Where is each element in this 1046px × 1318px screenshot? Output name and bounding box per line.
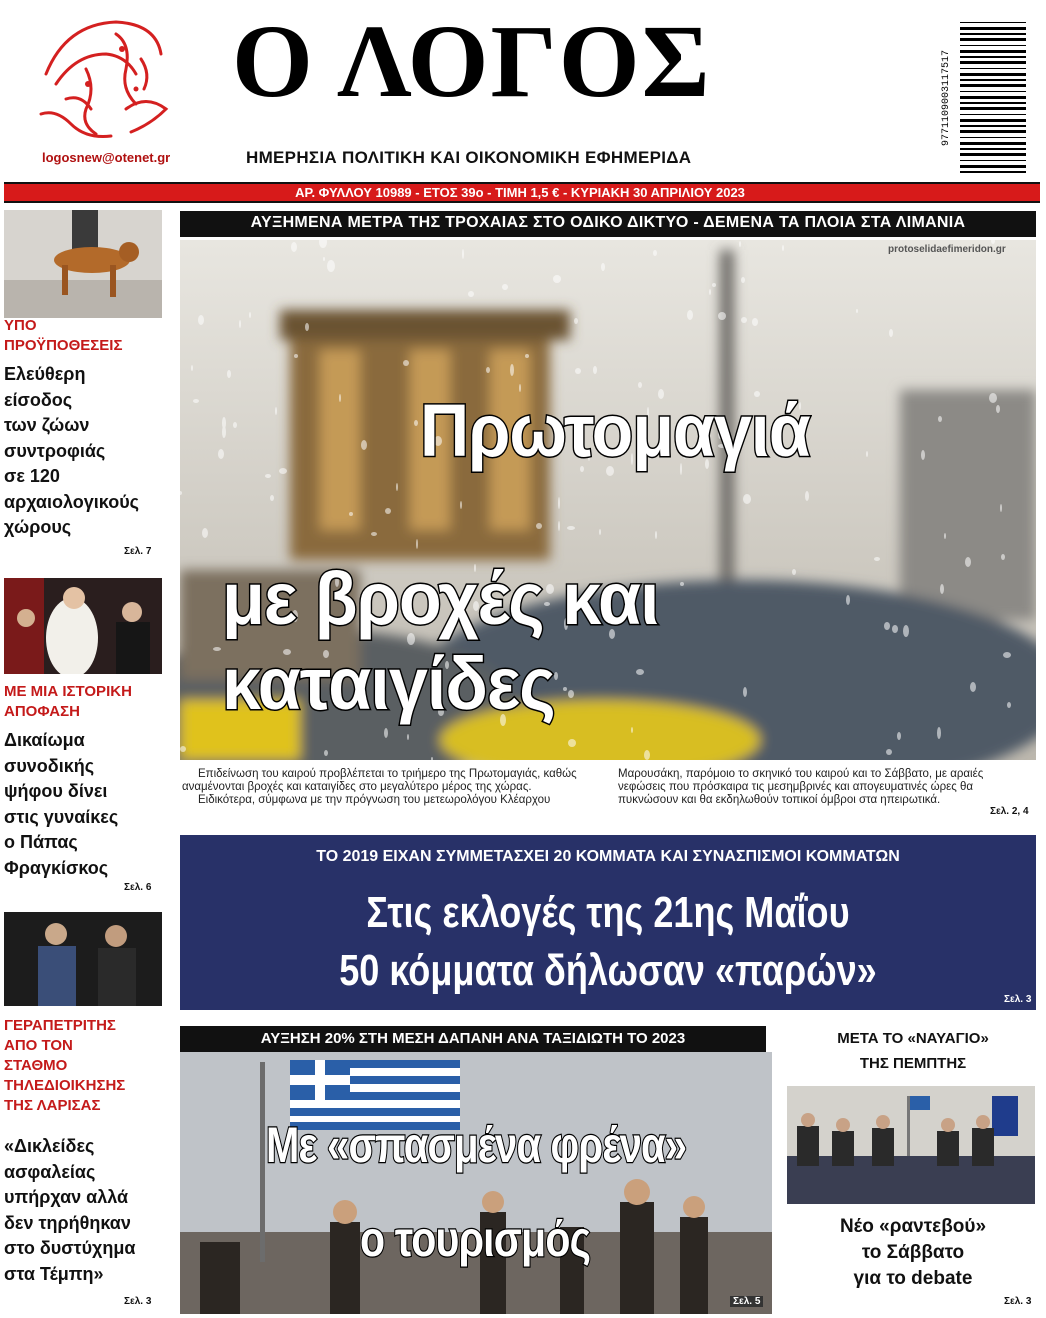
barcode-digits: 9771109003117517 [941, 49, 952, 147]
sidebar-page-ref-2: Σελ. 6 [124, 882, 152, 893]
sidebar-kicker-2: ΜΕ ΜΙΑ ΙΣΤΟΡΙΚΗ ΑΠΟΦΑΣΗ [4, 683, 132, 720]
debate-headline: Νέο «ραντεβού» το Σάββατο για το debate [839, 1216, 987, 1289]
source-credit: protoselidaefimeridon.gr [888, 244, 1006, 255]
dog-photo [4, 210, 162, 318]
lead-caption-right: Μαρουσάκη, παρόμοιο το σκηνικό του καιρού και το Σάββατο, με αραιές νεφώσεις που πρόσκαιρα τις μεσημβρινές και απογευματινές ώρες θα πυκνώσουν και θα εκδηλωθούν τοπικοί όμβροι στα ηπειρωτικά. [618, 768, 984, 806]
barcode [940, 18, 1030, 178]
lead-headline-line1: Πρωτομαγιά [420, 389, 810, 472]
sidebar-kicker-3: ΓΕΡΑΠΕΤΡΙΤΗΣ ΑΠΟ ΤΟΝ ΣΤΑΘΜΟ ΤΗΛΕΔΙΟΙΚΗΣΗΣ ΤΗΣ ΛΑΡΙΣΑΣ [4, 1017, 126, 1114]
tourism-page-ref: Σελ. 5 [730, 1296, 763, 1307]
contact-email: logosnew@otenet.gr [42, 150, 171, 165]
officials-photo [4, 912, 162, 1006]
top-banner-text: ΑΥΞΗΜΕΝΑ ΜΕΤΡΑ ΤΗΣ ΤΡΟΧΑΙΑΣ ΣΤΟ ΟΔΙΚΟ ΔΙΚΤΥΟ - ΔΕΜΕΝΑ ΤΑ ΠΛΟΙΑ ΣΤΑ ΛΙΜΑΝΙΑ [250, 214, 966, 231]
barcode-bars-icon [940, 18, 1030, 178]
lead-caption-left: Επιδείνωση του καιρού προβλέπεται το τριήμερο της Πρωτομαγιάς, καθώς αναμένονται βροχές και καταιγίδες στο μεγαλύτερο μέρος της χώρας. Ειδικότερα, σύμφωνα με την πρόγνωση του μετεωρολόγου Κλέαρχου [182, 768, 577, 806]
newspaper-logo-illustration [26, 14, 176, 144]
tourism-kicker: ΑΥΞΗΣΗ 20% ΣΤΗ ΜΕΣΗ ΔΑΠΑΝΗ ΑΝΑ ΤΑΞΙΔΙΩΤΗ ΤΟ 2023 [260, 1030, 686, 1047]
debate-kicker-line1: ΜΕΤΑ ΤΟ «ΝΑΥΑΓΙΟ» [837, 1030, 989, 1047]
tourism-photo [180, 1052, 772, 1314]
pope-photo [4, 578, 162, 674]
sidebar-story-3: «Δικλείδες ασφαλείας υπήρχαν αλλά δεν τηρήθηκαν στο δυστύχημα στα Τέμπη» [4, 1136, 136, 1284]
sidebar-kicker-1: ΥΠΟ ΠΡΟΫΠΟΘΕΣΕΙΣ [4, 317, 123, 354]
lead-headline-line2: με βροχές και καταιγίδες [222, 557, 659, 725]
meeting-photo [787, 1086, 1035, 1204]
election-headline-line2: 50 κόμματα δήλωσαν «παρών» [339, 946, 877, 995]
tourism-headline-line1: Με «σπασμένα φρένα» [266, 1117, 687, 1173]
sidebar-story-1: Ελεύθερη είσοδος των ζώων συντροφιάς σε 120 αρχαιολογικούς χώρους [4, 364, 140, 537]
lead-page-ref: Σελ. 2, 4 [990, 806, 1029, 817]
sidebar-page-ref-1: Σελ. 7 [124, 546, 152, 557]
issue-info: ΑΡ. ΦΥΛΛΟΥ 10989 - ΕΤΟΣ 39ο - ΤΙΜΗ 1,5 € - ΚΥΡΙΑΚΗ 30 ΑΠΡΙΛΙΟΥ 2023 [295, 185, 745, 200]
newspaper-title: Ο ΛΟΓΟΣ [232, 4, 712, 119]
newspaper-subtitle: ΗΜΕΡΗΣΙΑ ΠΟΛΙΤΙΚΗ ΚΑΙ ΟΙΚΟΝΟΜΙΚΗ ΕΦΗΜΕΡΙΔΑ [246, 148, 692, 167]
debate-kicker-line2: ΤΗΣ ΠΕΜΠΤΗΣ [859, 1055, 967, 1072]
election-kicker: ΤΟ 2019 ΕΙΧΑΝ ΣΥΜΜΕΤΑΣΧΕΙ 20 ΚΟΜΜΑΤΑ ΚΑΙ ΣΥΝΑΣΠΙΣΜΟΙ ΚΟΜΜΑΤΩΝ [316, 848, 900, 865]
tourism-headline-line2: ο τουρισμός [360, 1211, 591, 1267]
sidebar-story-2: Δικαίωμα συνοδικής ψήφου δίνει στις γυναίκες ο Πάπας Φραγκίσκος [4, 730, 119, 878]
debate-page-ref: Σελ. 3 [1004, 1296, 1032, 1307]
election-page-ref: Σελ. 3 [1004, 994, 1032, 1005]
sidebar-page-ref-3: Σελ. 3 [124, 1296, 152, 1307]
election-headline-line1: Στις εκλογές της 21ης Μαΐου [366, 888, 850, 937]
